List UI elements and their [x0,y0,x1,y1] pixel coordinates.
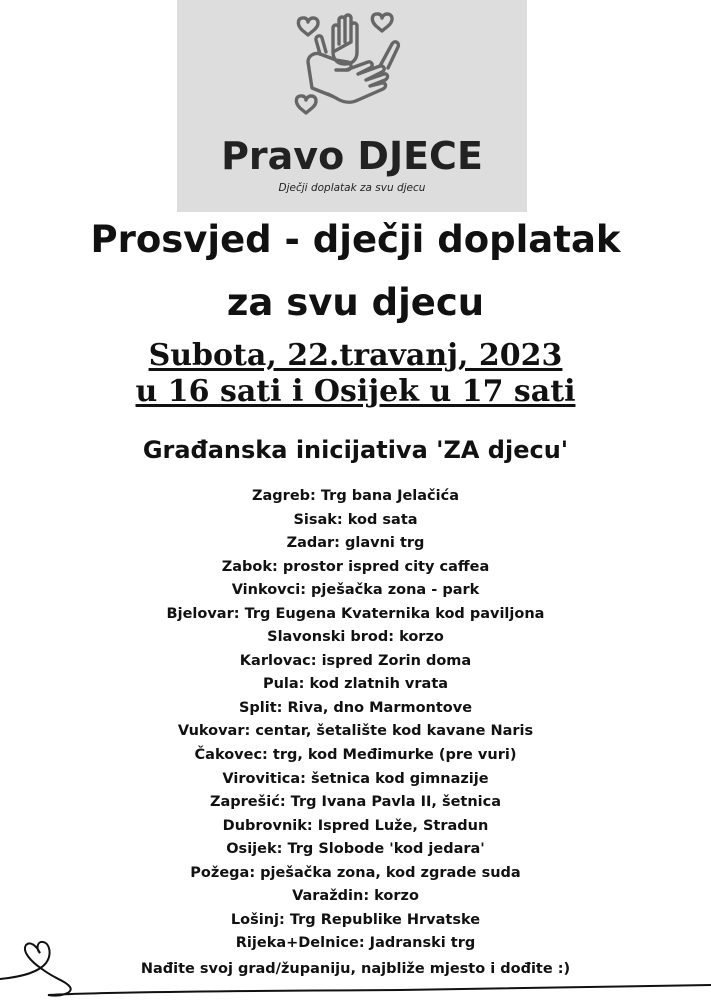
location-item: Čakovec: trg, kod Međimurke (pre vuri) [194,747,517,764]
headline-line-1: Prosvjed - dječji doplatak [90,218,621,261]
location-item: Zadar: glavni trg [286,535,425,552]
location-item: Bjelovar: Trg Eugena Kvaternika kod paviljona [166,605,545,622]
location-item: Split: Riva, dno Marmontove [238,699,473,716]
location-item: Virovitica: šetnica kod gimnazije [222,770,489,787]
location-item: Zabok: prostor ispred city caffea [221,558,490,575]
location-item: Zagreb: Trg bana Jelačića [251,488,459,504]
location-item: Dubrovnik: Ispred Luže, Stradun [222,817,489,834]
initiative-title: Građanska inicijativa 'ZA djecu' [142,436,569,464]
location-item: Sisak: kod sata [293,511,418,528]
location-item: Slavonski brod: korzo [267,629,444,646]
logo-subtitle: Dječji doplatak za svu djecu [278,182,426,194]
location-item: Varaždin: korzo [292,888,419,905]
footer-note: Nađite svoj grad/županiju, najbliže mjesto i dođite :) [140,961,571,977]
hands-hearts-icon [288,4,414,126]
location-item: Osijek: Trg Slobode 'kod jedara' [226,841,485,858]
location-item: Vinkovci: pješačka zona - park [231,582,480,599]
location-item: Požega: pješačka zona, kod zgrade suda [190,864,521,881]
location-item: Zaprešić: Trg Ivana Pavla II, šetnica [209,794,502,811]
location-item: Pula: kod zlatnih vrata [262,676,449,693]
date-line-2: u 16 sati i Osijek u 17 sati [135,374,576,409]
logo-banner [177,0,527,212]
location-item: Karlovac: ispred Zorin doma [239,652,472,669]
location-list [0,485,711,956]
headline-line-2: za svu djecu [226,281,485,324]
location-item: Lošinj: Trg Republike Hrvatske [230,911,481,928]
date-line-1: Subota, 22.travanj, 2023 [148,338,563,373]
location-item: Vukovar: centar, šetalište kod kavane Naris [177,723,534,740]
location-item: Rijeka+Delnice: Jadranski trg [235,935,476,952]
logo-title: Pravo DJECE [221,134,483,178]
